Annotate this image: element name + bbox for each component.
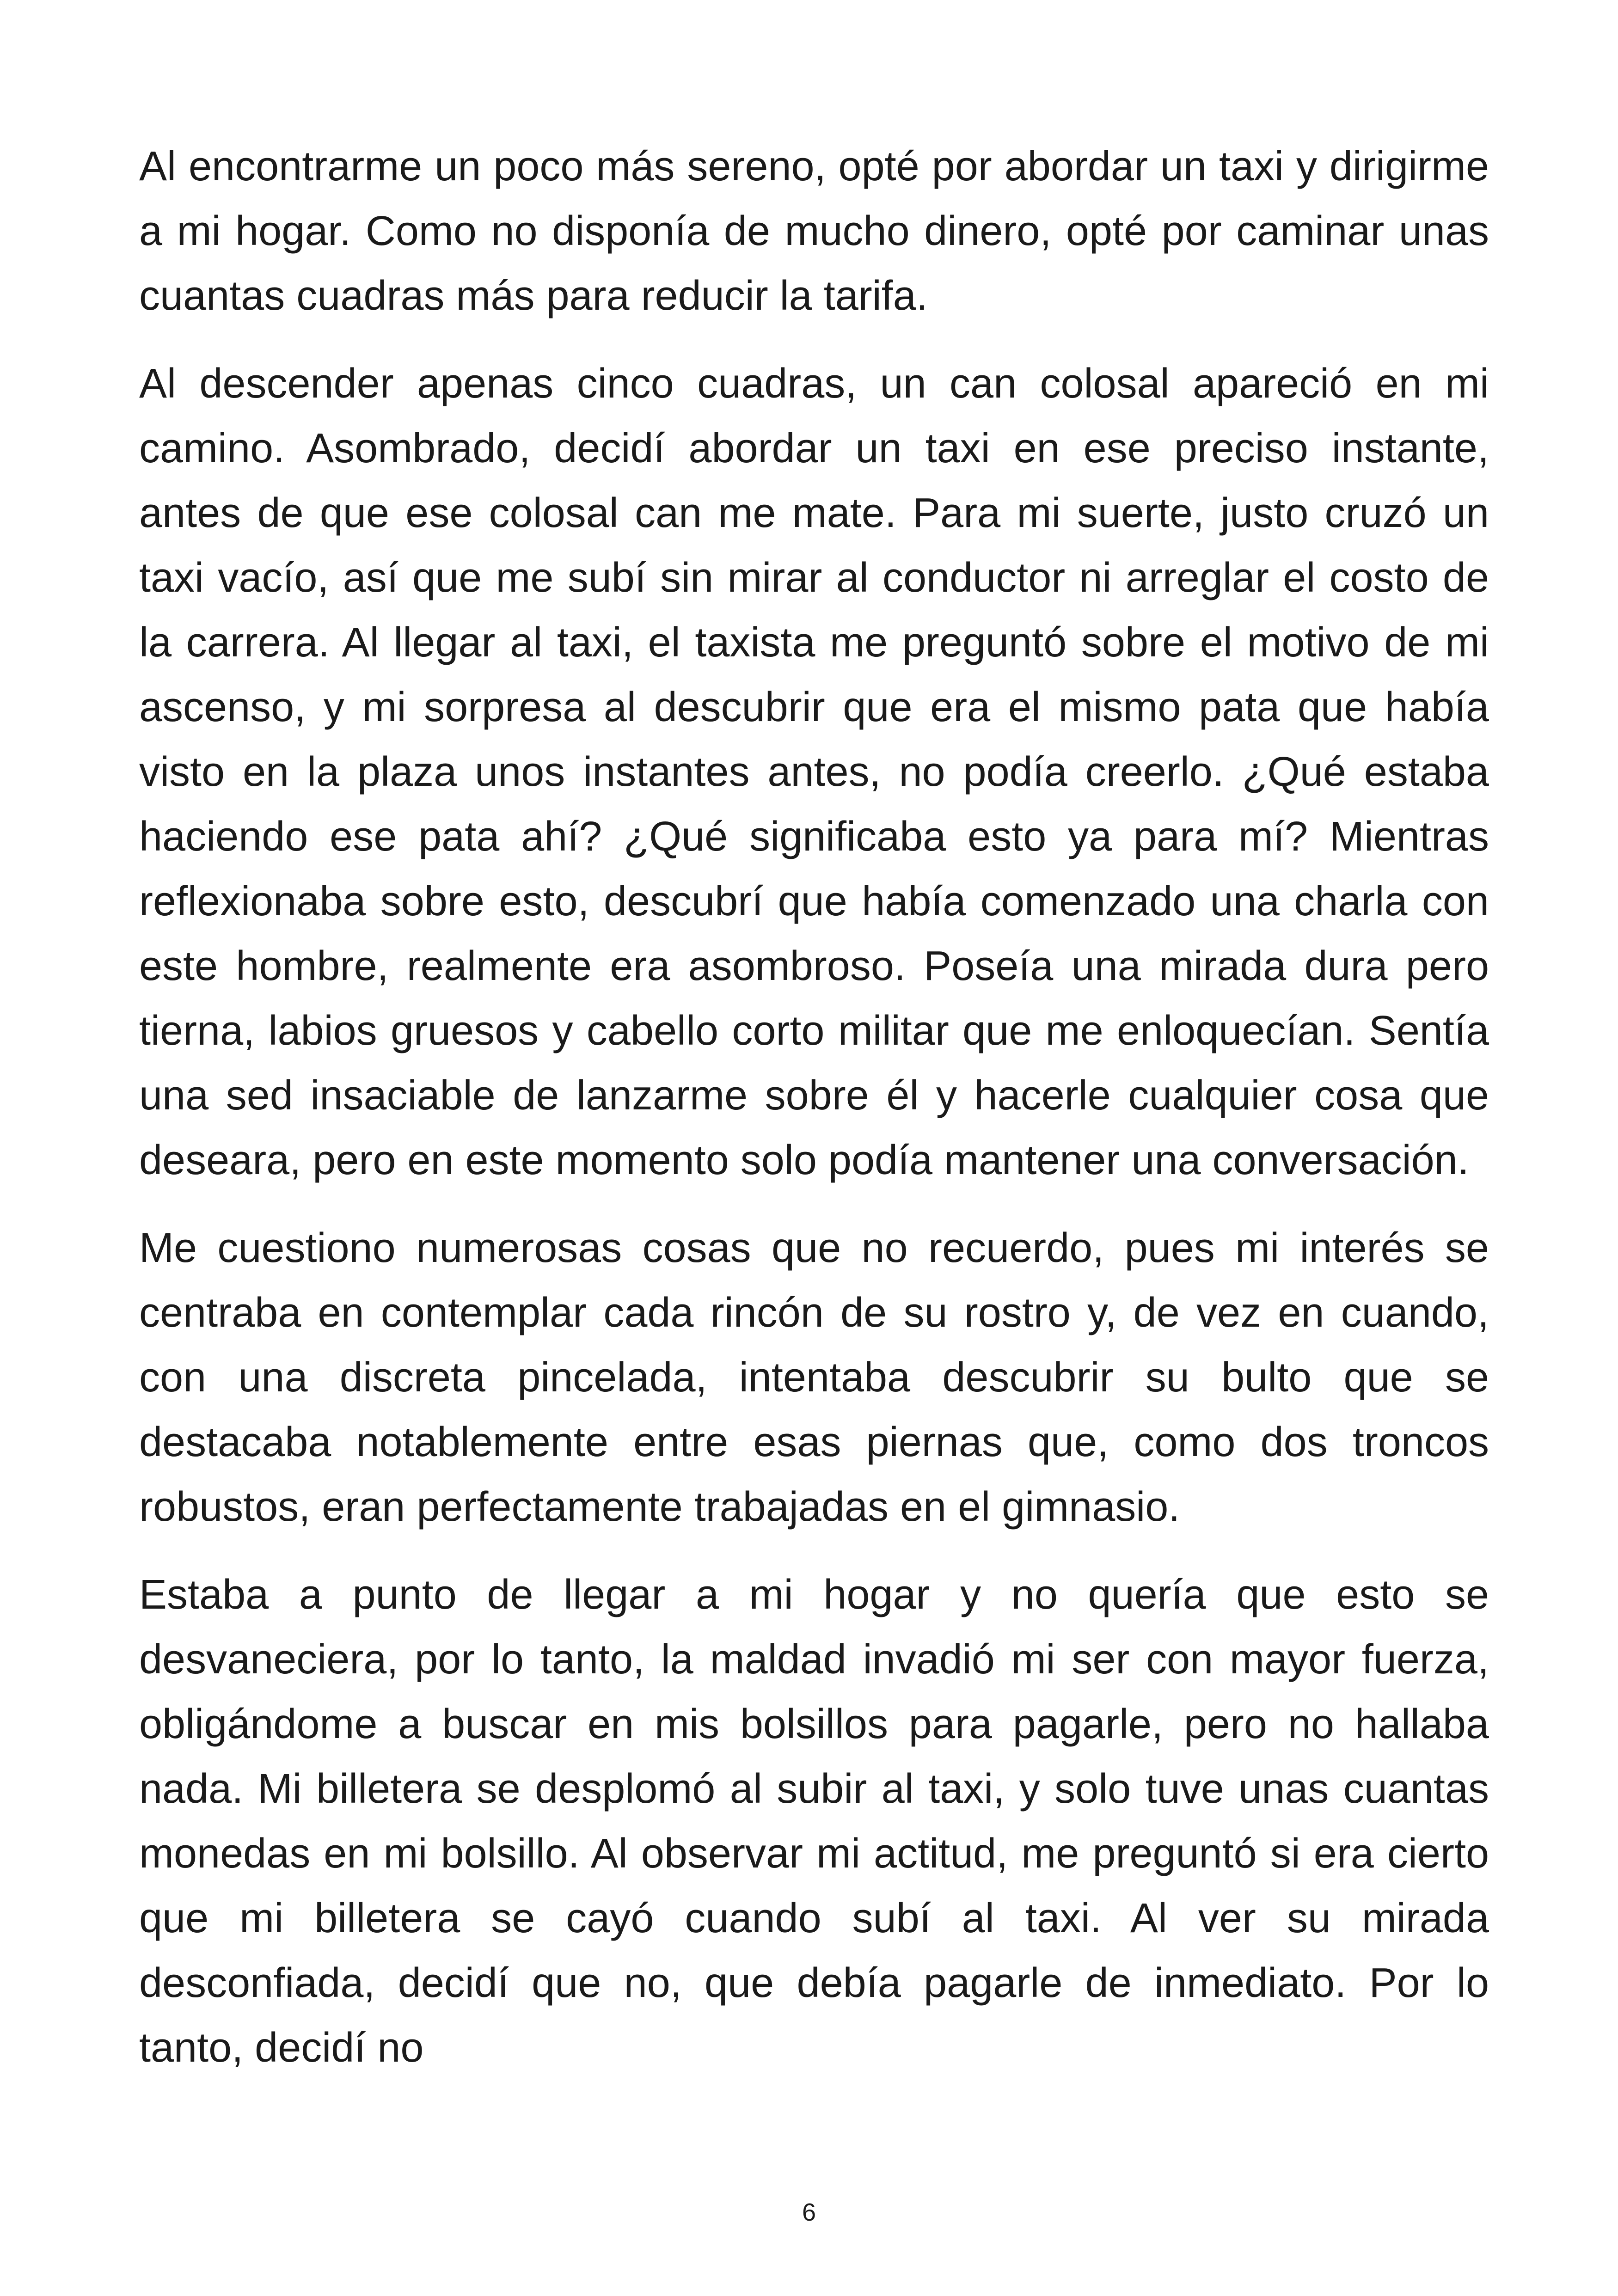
paragraph-4: Estaba a punto de llegar a mi hogar y no quería que esto se desvaneciera, por lo tanto, la maldad invadió mi ser con mayor fuerza, obligándome a buscar en mis bolsillos para pagarle, pero no hallaba nada. Mi billetera se desplomó al subir al taxi, y solo tuve unas cuantas monedas en mi bolsillo. Al observar mi actitud, me preguntó si era cierto que mi billetera se cayó cuando subí al taxi. Al ver su mirada desconfiada, decidí que no, que debía pagarle de inmediato. Por lo tanto, decidí no: [139, 1572, 1489, 2071]
paragraph-3: Me cuestiono numerosas cosas que no recuerdo, pues mi interés se centraba en contemplar cada rincón de su rostro y, de vez en cuando, con una discreta pincelada, intentaba descubrir su bulto que se destacaba notablemente entre esas piernas que, como dos troncos robustos, eran perfectamente trabajadas en el gimnasio.: [139, 1225, 1489, 1530]
paragraph-2: Al descender apenas cinco cuadras, un can colosal apareció en mi camino. Asombrado, decidí abordar un taxi en ese preciso instante, antes de que ese colosal can me mate. Para mi suerte, justo cruzó un taxi vacío, así que me subí sin mirar al conductor ni arreglar el costo de la carrera. Al llegar al taxi, el taxista me preguntó sobre el motivo de mi ascenso, y mi sorpresa al descubrir que era el mismo pata que había visto en la plaza unos instantes antes, no podía creerlo. ¿Qué estaba haciendo ese pata ahí? ¿Qué significaba esto ya para mí? Mientras reflexionaba sobre esto, descubrí que había comenzado una charla con este hombre, realmente era asombroso. Poseía una mirada dura pero tierna, labios gruesos y cabello corto militar que me enloquecían. Sentía una sed insaciable de lanzarme sobre él y hacerle cualquier cosa que deseara, pero en este momento solo podía mantener una conversación.: [139, 361, 1489, 1183]
paragraph-1: Al encontrarme un poco más sereno, opté por abordar un taxi y dirigirme a mi hogar. Como no disponía de mucho dinero, opté por caminar unas cuantas cuadras más para reducir la tarifa.: [139, 143, 1489, 319]
body-text: [139, 134, 1489, 2103]
page-number: 6: [802, 2198, 816, 2226]
